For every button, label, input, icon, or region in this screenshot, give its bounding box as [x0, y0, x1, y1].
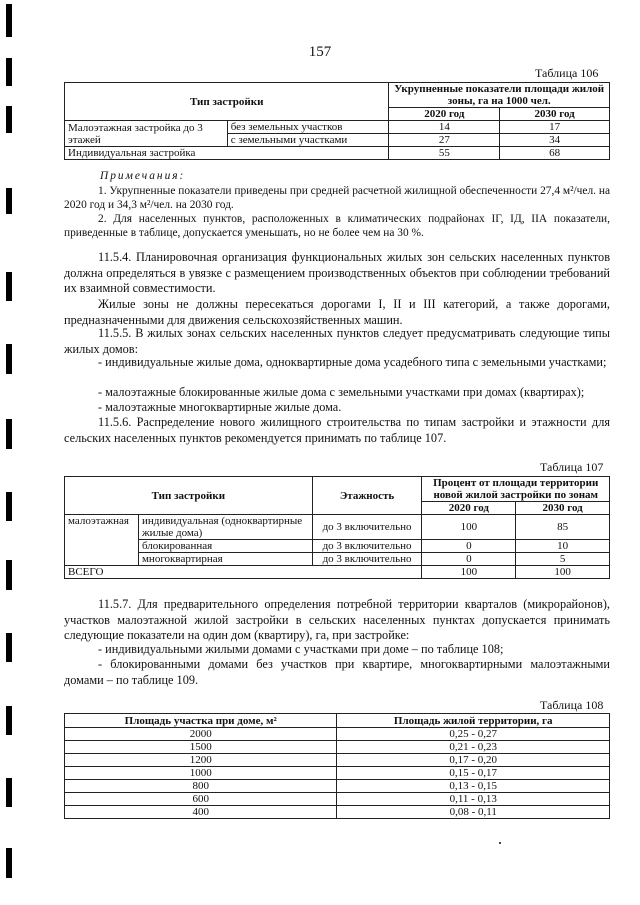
table-108-cell: 1200	[65, 754, 337, 767]
table-106-cell: без земельных участков	[227, 121, 389, 134]
paragraph-11-5-4: 11.5.4. Планировочная организация функциональных жилых зон сельских населенных пунктов должна определяться в увязке с размещением производственных объектов при соблюдении требований их взаимной совместимости.	[64, 250, 610, 296]
table-107-cell: 85	[516, 515, 610, 540]
scan-mark	[6, 492, 12, 521]
table-108-cell: 2000	[65, 728, 337, 741]
table-106-cell: 27	[389, 134, 500, 147]
table-107-cell: 0	[422, 540, 516, 553]
table-106-cell: 68	[500, 147, 610, 160]
table-108-caption: Таблица 108	[540, 698, 604, 712]
list-item-table-108: - индивидуальными жилыми домами с участками при доме – по таблице 108;	[98, 642, 504, 656]
paragraph-roads: Жилые зоны не должны пересекаться дорогами I, II и III категорий, а также дорогами, предназначенными для движения сельскохозяйственных машин.	[64, 297, 610, 327]
table-107-header-floors: Этажность	[312, 477, 422, 515]
table-108-cell: 0,25 - 0,27	[337, 728, 610, 741]
table-107-cell: 5	[516, 553, 610, 566]
table-107-cell: 10	[516, 540, 610, 553]
table-106-header-2030: 2030 год	[500, 108, 610, 121]
table-107-cell: до 3 включительно	[312, 553, 422, 566]
scan-mark	[6, 188, 12, 214]
table-107-cell: индивидуальная (одноквартирные жилые дома)	[138, 515, 312, 540]
table-106-cell: 55	[389, 147, 500, 160]
list-item-table-109: - блокированными домами без участков при квартире, многоквартирными малоэтажными домами – по таблице 109.	[64, 657, 610, 687]
notes-title: Примечания:	[100, 170, 186, 182]
table-106-cell: 17	[500, 121, 610, 134]
scan-mark	[6, 58, 12, 86]
table-107-cell: 0	[422, 553, 516, 566]
table-107-cell: ВСЕГО	[65, 566, 422, 579]
table-106-cell: 34	[500, 134, 610, 147]
table-107-cell: блокированная	[138, 540, 312, 553]
paragraph-11-5-7: 11.5.7. Для предварительного определения потребной территории кварталов (микрорайонов), участков малоэтажной жилой застройки в сельских населенных пунктах допускается принимать следующие показатели на один дом (квартиру), га, при застройке:	[64, 597, 610, 643]
table-107-header-2030: 2030 год	[516, 502, 610, 515]
table-107-header-type: Тип застройки	[65, 477, 313, 515]
table-108-cell: 1500	[65, 741, 337, 754]
scan-mark	[6, 633, 12, 662]
table-108-cell: 0,11 - 0,13	[337, 793, 610, 806]
scan-mark	[6, 419, 12, 449]
scan-mark	[6, 272, 12, 301]
table-108	[64, 713, 610, 819]
table-108-cell: 1000	[65, 767, 337, 780]
list-item-multiapartment: - малоэтажные многоквартирные жилые дома.	[98, 400, 342, 414]
table-107-header-percent: Процент от площади территории новой жилой застройки по зонам	[422, 477, 610, 502]
table-108-cell: 0,08 - 0,11	[337, 806, 610, 819]
scan-mark	[6, 560, 12, 590]
table-107-cell: 100	[422, 566, 516, 579]
scan-mark	[6, 706, 12, 735]
scan-mark	[6, 778, 12, 807]
table-107-cell: 100	[516, 566, 610, 579]
table-106-caption: Таблица 106	[535, 66, 599, 80]
scan-speck	[499, 842, 501, 844]
scan-mark	[6, 344, 12, 374]
table-108-header-area: Площадь участка при доме, м²	[65, 714, 337, 728]
scan-mark	[6, 4, 12, 37]
table-108-header-territory: Площадь жилой территории, га	[337, 714, 610, 728]
table-107-cell: до 3 включительно	[312, 540, 422, 553]
scan-mark	[6, 106, 12, 133]
table-107-cell: до 3 включительно	[312, 515, 422, 540]
table-106-cell: 14	[389, 121, 500, 134]
table-106-header-indicators: Укрупненные показатели площади жилой зоны, га на 1000 чел.	[389, 83, 610, 108]
table-108-cell: 400	[65, 806, 337, 819]
paragraph-11-5-5: 11.5.5. В жилых зонах сельских населенных пунктов следует предусматривать следующие типы жилых домов:	[64, 326, 610, 356]
table-107-cell: малоэтажная	[65, 515, 139, 566]
note-2: 2. Для населенных пунктов, расположенных в климатических подрайонах IГ, IД, IIА показатели, приведенные в таблице, допускается уменьшать, но не более чем на 30 %.	[64, 213, 610, 239]
table-106	[64, 82, 610, 160]
table-106-cell: Малоэтажная застройка до 3 этажей	[65, 121, 228, 147]
table-107-cell: многоквартирная	[138, 553, 312, 566]
table-108-cell: 0,21 - 0,23	[337, 741, 610, 754]
scan-mark	[6, 848, 12, 878]
list-item-blocked: - малоэтажные блокированные жилые дома с земельными участками при домах (квартирах);	[98, 385, 585, 399]
list-item-individual: - индивидуальные жилые дома, одноквартирные дома усадебного типа с земельными участками;	[98, 355, 607, 369]
page-number: 157	[308, 44, 332, 60]
table-108-cell: 600	[65, 793, 337, 806]
table-107-cell: 100	[422, 515, 516, 540]
paragraph-11-5-6: 11.5.6. Распределение нового жилищного строительства по типам застройки и этажности для сельских населенных пунктов рекомендуется принимать по таблице 107.	[64, 415, 610, 445]
table-106-header-2020: 2020 год	[389, 108, 500, 121]
table-108-cell: 0,15 - 0,17	[337, 767, 610, 780]
table-106-cell: Индивидуальная застройка	[65, 147, 389, 160]
table-108-cell: 0,13 - 0,15	[337, 780, 610, 793]
table-107	[64, 476, 610, 579]
table-106-header-type: Тип застройки	[65, 83, 389, 121]
table-108-cell: 800	[65, 780, 337, 793]
note-1: 1. Укрупненные показатели приведены при средней расчетной жилищной обеспеченности 27,4 м²/чел. на 2020 год и 34,3 м²/чел. на 2030 год.	[64, 185, 610, 211]
table-106-cell: с земельными участками	[227, 134, 389, 147]
table-108-cell: 0,17 - 0,20	[337, 754, 610, 767]
table-107-header-2020: 2020 год	[422, 502, 516, 515]
table-107-caption: Таблица 107	[540, 460, 604, 474]
